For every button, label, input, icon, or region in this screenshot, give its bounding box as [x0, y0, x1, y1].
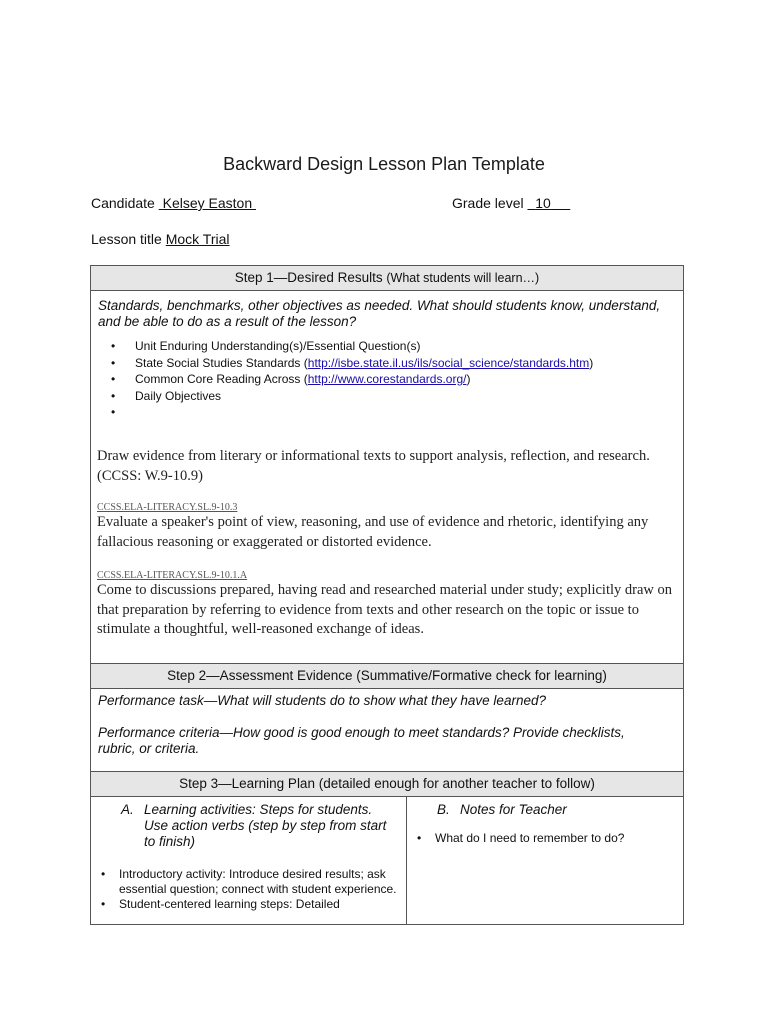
- lesson-title-value: Mock Trial: [165, 231, 230, 247]
- objective-3-ref[interactable]: CCSS.ELA-LITERACY.SL.9-10.1.A: [97, 570, 248, 581]
- bullet-state-standards: • State Social Studies Standards (http://isbe.state.il.us/ils/social_science/standards.htm): [91, 355, 681, 372]
- candidate-field: [91, 195, 256, 211]
- step3-body: [91, 797, 683, 924]
- step3-header: Step 3—Learning Plan (detailed enough for another teacher to follow): [91, 772, 683, 797]
- col-b-item-remember: • What do I need to remember to do?: [407, 831, 677, 846]
- candidate-value: Kelsey Easton: [162, 195, 253, 211]
- col-a-item-intro: • Introductory activity: Introduce desired results; ask essential question; connect with student experience.: [91, 867, 403, 897]
- candidate-label: Candidate: [91, 195, 155, 211]
- objective-2: Evaluate a speaker's point of view, reasoning, and use of evidence and rhetoric, identifying any fallacious reasoning or exaggerated or distorted evidence.: [97, 514, 649, 550]
- objective-1: Draw evidence from literary or informational texts to support analysis, reflection, and research. (CCSS: W.9-10.9): [97, 448, 650, 484]
- teacher-notes-column: [407, 797, 683, 924]
- col-a-title: Learning activities: Steps for students. Use action verbs (step by step from start to finish): [144, 802, 387, 849]
- step1-header: Step 1—Desired Results (What students will learn…): [91, 266, 683, 291]
- bullet-empty: [91, 404, 681, 421]
- col-a-marker: A.: [121, 802, 134, 817]
- col-b-marker: B.: [437, 802, 450, 817]
- performance-criteria: Performance criteria—How good is good enough to meet standards? Provide checklists, rubric, or criteria.: [98, 725, 625, 756]
- step1-body: [91, 291, 683, 664]
- performance-task: Performance task—What will students do to show what they have learned?: [98, 693, 546, 708]
- grade-value: 10: [535, 195, 551, 211]
- learning-activities-column: [91, 797, 406, 924]
- grade-field: [452, 195, 570, 211]
- document-title: Backward Design Lesson Plan Template: [223, 154, 545, 174]
- step2-header: Step 2—Assessment Evidence (Summative/Formative check for learning): [91, 664, 683, 689]
- bullet-enduring-understandings: • Unit Enduring Understanding(s)/Essential Question(s): [91, 338, 681, 355]
- state-standards-link[interactable]: http://isbe.state.il.us/ils/social_science/standards.htm: [307, 355, 590, 370]
- step2-body: [91, 689, 683, 772]
- corestandards-link[interactable]: http://www.corestandards.org/: [307, 372, 467, 386]
- col-a-item-student-centered: • Student-centered learning steps: Detailed: [91, 897, 403, 912]
- col-b-title: Notes for Teacher: [460, 802, 567, 817]
- step1-bullet-list: [91, 338, 681, 421]
- col-a-list: [91, 867, 403, 912]
- lesson-plan-table: [90, 265, 684, 925]
- lesson-title-field: [91, 231, 230, 247]
- lesson-title-label: Lesson title: [91, 231, 162, 247]
- objective-3: Come to discussions prepared, having read and researched material under study; explicitly draw on that preparation by referring to evidence from texts and other research on the topic or issue to stimulate a thoughtful, well-reasoned exchange of ideas.: [97, 582, 672, 637]
- col-b-list: [407, 831, 677, 846]
- grade-label: Grade level: [452, 195, 524, 211]
- bullet-common-core: • Common Core Reading Across (http://www.corestandards.org/): [91, 371, 681, 388]
- bullet-daily-objectives: • Daily Objectives: [91, 388, 681, 405]
- objective-2-ref[interactable]: CCSS.ELA-LITERACY.SL.9-10.3: [97, 502, 238, 513]
- step1-prompt: Standards, benchmarks, other objectives as needed. What should students know, understand, and be able to do as a result of the lesson?: [98, 298, 661, 329]
